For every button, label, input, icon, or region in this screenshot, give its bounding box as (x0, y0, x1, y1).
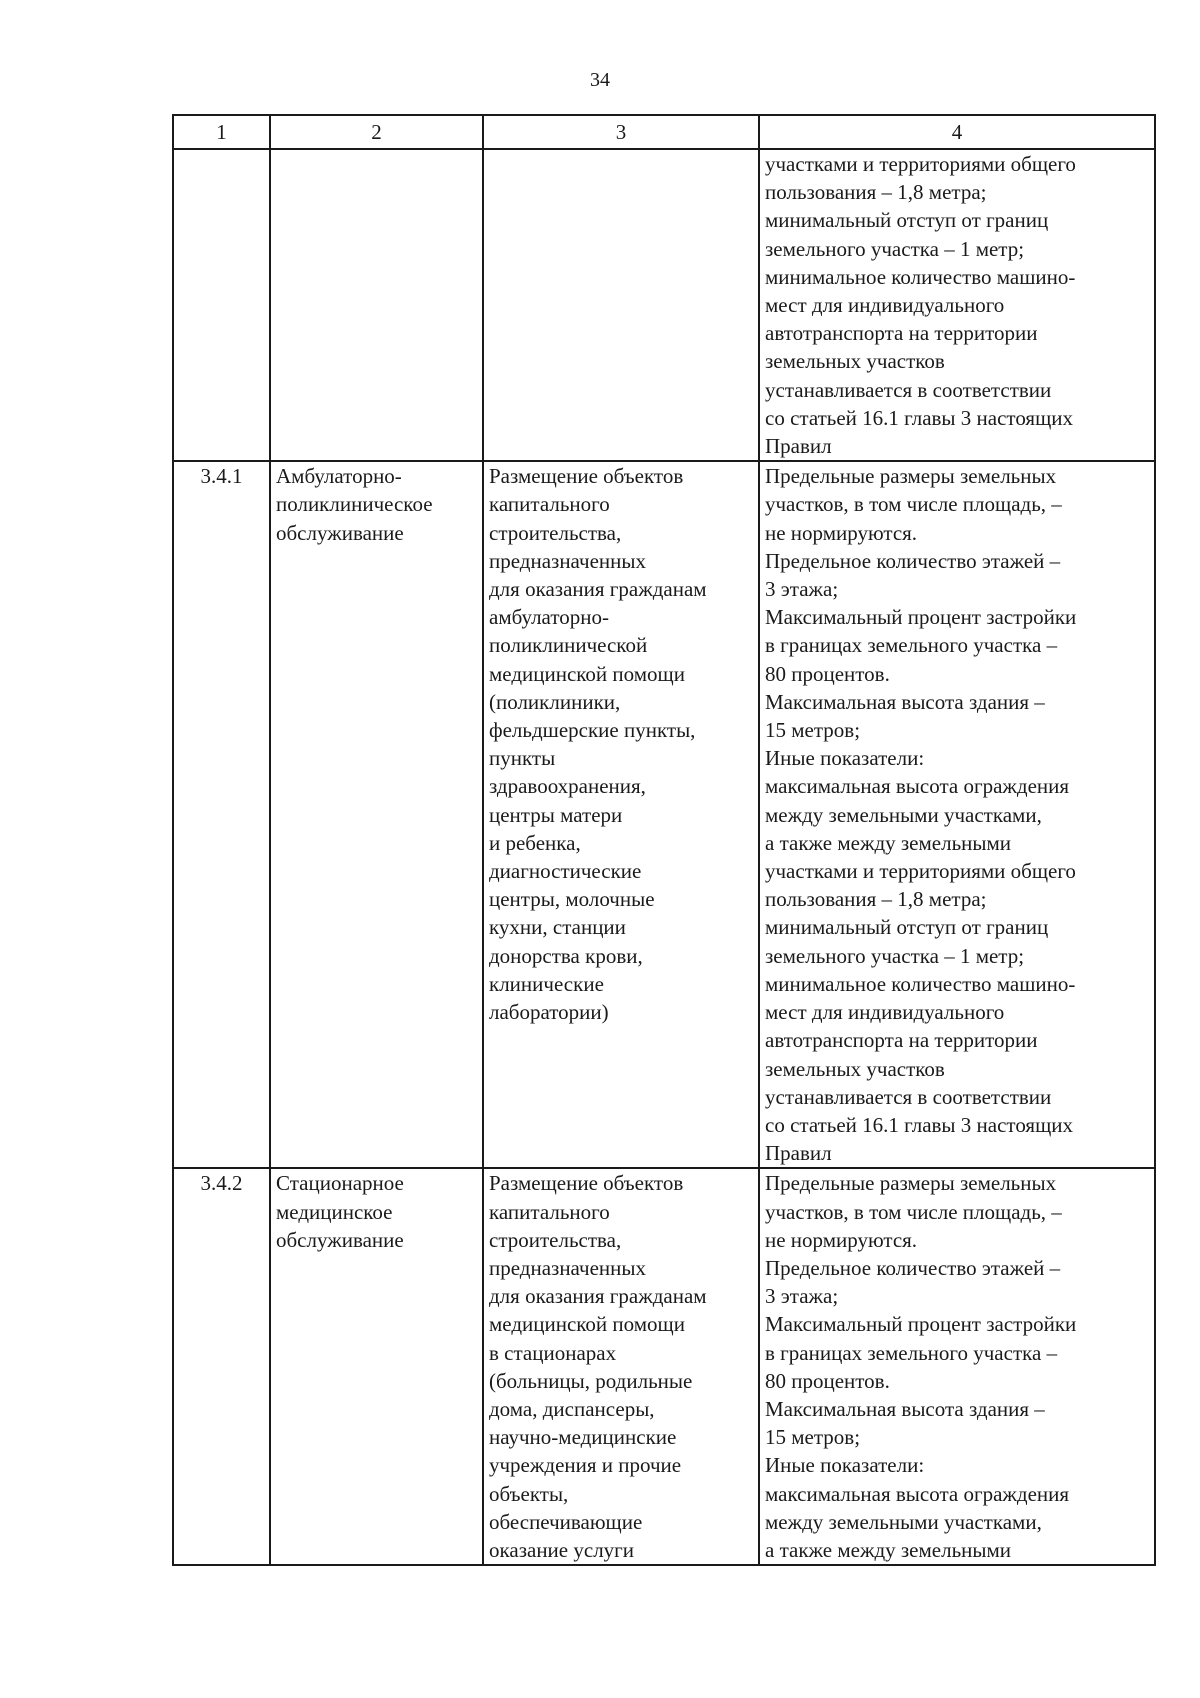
row-name (270, 1168, 483, 1565)
row-name (270, 461, 483, 1168)
row-description-line: научно-медицинские (489, 1425, 677, 1450)
row-parameters-line: Максимальная высота здания – (765, 1396, 1045, 1421)
row-parameters-line: со статьей 16.1 главы 3 настоящих (765, 1112, 1073, 1137)
table-row (173, 1168, 1155, 1565)
row-name-line: обслуживание (276, 520, 404, 545)
row-parameters-line: а также между земельными (765, 830, 1012, 855)
row-description-line: Размещение объектов (489, 1171, 684, 1196)
row-parameters-line: Правил (765, 1141, 832, 1166)
header-col-1: 1 (173, 115, 270, 149)
row-description-line: здравоохранения, (489, 774, 646, 799)
row-parameters-line: участками и территориями общего (765, 152, 1076, 176)
row-description-line: поликлинической (489, 633, 648, 658)
row-description-line: капитального (489, 1199, 610, 1224)
row-name-line: Амбулаторно- (276, 464, 402, 489)
row-code (173, 149, 270, 461)
row-parameters (759, 1168, 1155, 1565)
row-parameters-line: не нормируются. (765, 520, 918, 545)
row-parameters-line: 15 метров; (765, 1425, 861, 1450)
row-parameters-line: устанавливается в соответствии (765, 1084, 1052, 1109)
row-description (483, 461, 759, 1168)
row-parameters-line: минимальный отступ от границ (765, 915, 1049, 940)
row-description-line: оказание услуги (489, 1537, 635, 1562)
row-parameters-line: земельных участков (765, 349, 945, 374)
row-description-line: строительства, (489, 520, 622, 545)
row-description-line: в стационарах (489, 1340, 617, 1365)
row-parameters-line: 15 метров; (765, 718, 861, 743)
row-description-line: амбулаторно- (489, 605, 609, 630)
header-col-3: 3 (483, 115, 759, 149)
land-use-table (172, 114, 1156, 1566)
row-parameters-line: Предельные размеры земельных (765, 464, 1057, 489)
row-parameters-line: Предельные размеры земельных (765, 1171, 1057, 1196)
table-row (173, 149, 1155, 461)
row-description (483, 149, 759, 461)
header-col-2: 2 (270, 115, 483, 149)
row-parameters-line: между земельными участками, (765, 802, 1042, 827)
row-description-line: учреждения и прочие (489, 1453, 682, 1478)
row-parameters-line: между земельными участками, (765, 1509, 1042, 1534)
row-parameters-line: 80 процентов. (765, 1368, 890, 1393)
row-description-line: центры матери (489, 802, 623, 827)
row-parameters-line: минимальный отступ от границ (765, 208, 1049, 233)
row-description-line: объекты, (489, 1481, 569, 1506)
row-parameters-line: 3 этажа; (765, 1284, 839, 1309)
row-parameters-line: мест для индивидуального (765, 1000, 1005, 1025)
row-code: 3.4.2 (173, 1168, 270, 1565)
row-description-line: обеспечивающие (489, 1509, 643, 1534)
row-parameters-line: со статьей 16.1 главы 3 настоящих (765, 405, 1073, 430)
row-name-line: медицинское (276, 1199, 393, 1224)
row-parameters-line: Максимальный процент застройки (765, 605, 1077, 630)
row-description-line: капитального (489, 492, 610, 517)
row-parameters-line: Максимальный процент застройки (765, 1312, 1077, 1337)
row-parameters-line: земельного участка – 1 метр; (765, 943, 1025, 968)
row-description-line: Размещение объектов (489, 464, 684, 489)
row-parameters-line: устанавливается в соответствии (765, 377, 1052, 402)
row-code: 3.4.1 (173, 461, 270, 1168)
row-parameters (759, 461, 1155, 1168)
row-description-line: (больницы, родильные (489, 1368, 693, 1393)
row-description-line: предназначенных (489, 548, 647, 573)
row-parameters-line: участков, в том числе площадь, – (765, 1199, 1062, 1224)
row-name (270, 149, 483, 461)
row-description-line: лаборатории) (489, 1000, 609, 1025)
row-parameters-line: автотранспорта на территории (765, 1028, 1038, 1053)
row-description-line: медицинской помощи (489, 1312, 685, 1337)
row-parameters-line: участков, в том числе площадь, – (765, 492, 1062, 517)
row-description-line: для оказания гражданам (489, 1284, 707, 1309)
row-parameters-line: Иные показатели: (765, 746, 925, 771)
row-parameters-line: Иные показатели: (765, 1453, 925, 1478)
row-description-line: предназначенных (489, 1255, 647, 1280)
row-description-line: дома, диспансеры, (489, 1396, 655, 1421)
row-name-line: поликлиническое (276, 492, 433, 517)
row-description-line: фельдшерские пункты, (489, 718, 696, 743)
row-description-line: пункты (489, 746, 556, 771)
row-description-line: донорства крови, (489, 943, 643, 968)
row-parameters-line: автотранспорта на территории (765, 321, 1038, 346)
row-parameters-line: Предельное количество этажей – (765, 1255, 1061, 1280)
row-parameters-line: земельного участка – 1 метр; (765, 236, 1025, 261)
row-description-line: кухни, станции (489, 915, 626, 940)
row-parameters-line: Максимальная высота здания – (765, 689, 1045, 714)
row-parameters-line: максимальная высота ограждения (765, 774, 1070, 799)
row-description-line: и ребенка, (489, 830, 581, 855)
row-description-line: для оказания гражданам (489, 577, 707, 602)
row-parameters-line: а также между земельными (765, 1537, 1012, 1562)
row-description-line: строительства, (489, 1227, 622, 1252)
row-parameters-line: в границах земельного участка – (765, 633, 1058, 658)
row-description-line: (поликлиники, (489, 689, 621, 714)
row-parameters-line: Предельное количество этажей – (765, 548, 1061, 573)
table-header (173, 115, 1155, 149)
row-parameters (759, 149, 1155, 461)
row-parameters-line: минимальное количество машино- (765, 971, 1076, 996)
table-row (173, 461, 1155, 1168)
row-description-line: клинические (489, 971, 604, 996)
row-parameters-line: 3 этажа; (765, 577, 839, 602)
row-description-line: диагностические (489, 859, 642, 884)
row-parameters-line: максимальная высота ограждения (765, 1481, 1070, 1506)
row-parameters-line: участками и территориями общего (765, 859, 1076, 884)
row-name-line: Стационарное (276, 1171, 404, 1196)
row-name-line: обслуживание (276, 1227, 404, 1252)
row-parameters-line: не нормируются. (765, 1227, 918, 1252)
header-col-4: 4 (759, 115, 1155, 149)
row-parameters-line: минимальное количество машино- (765, 264, 1076, 289)
row-parameters-line: пользования – 1,8 метра; (765, 180, 987, 205)
row-description-line: центры, молочные (489, 887, 655, 912)
table-body (173, 149, 1155, 1565)
row-parameters-line: пользования – 1,8 метра; (765, 887, 987, 912)
row-parameters-line: земельных участков (765, 1056, 945, 1081)
row-parameters-line: в границах земельного участка – (765, 1340, 1058, 1365)
page-number: 34 (590, 69, 610, 91)
header-row (173, 115, 1155, 149)
row-parameters-line: Правил (765, 434, 832, 459)
row-parameters-line: 80 процентов. (765, 661, 890, 686)
row-parameters-line: мест для индивидуального (765, 293, 1005, 318)
row-description-line: медицинской помощи (489, 661, 685, 686)
row-description (483, 1168, 759, 1565)
